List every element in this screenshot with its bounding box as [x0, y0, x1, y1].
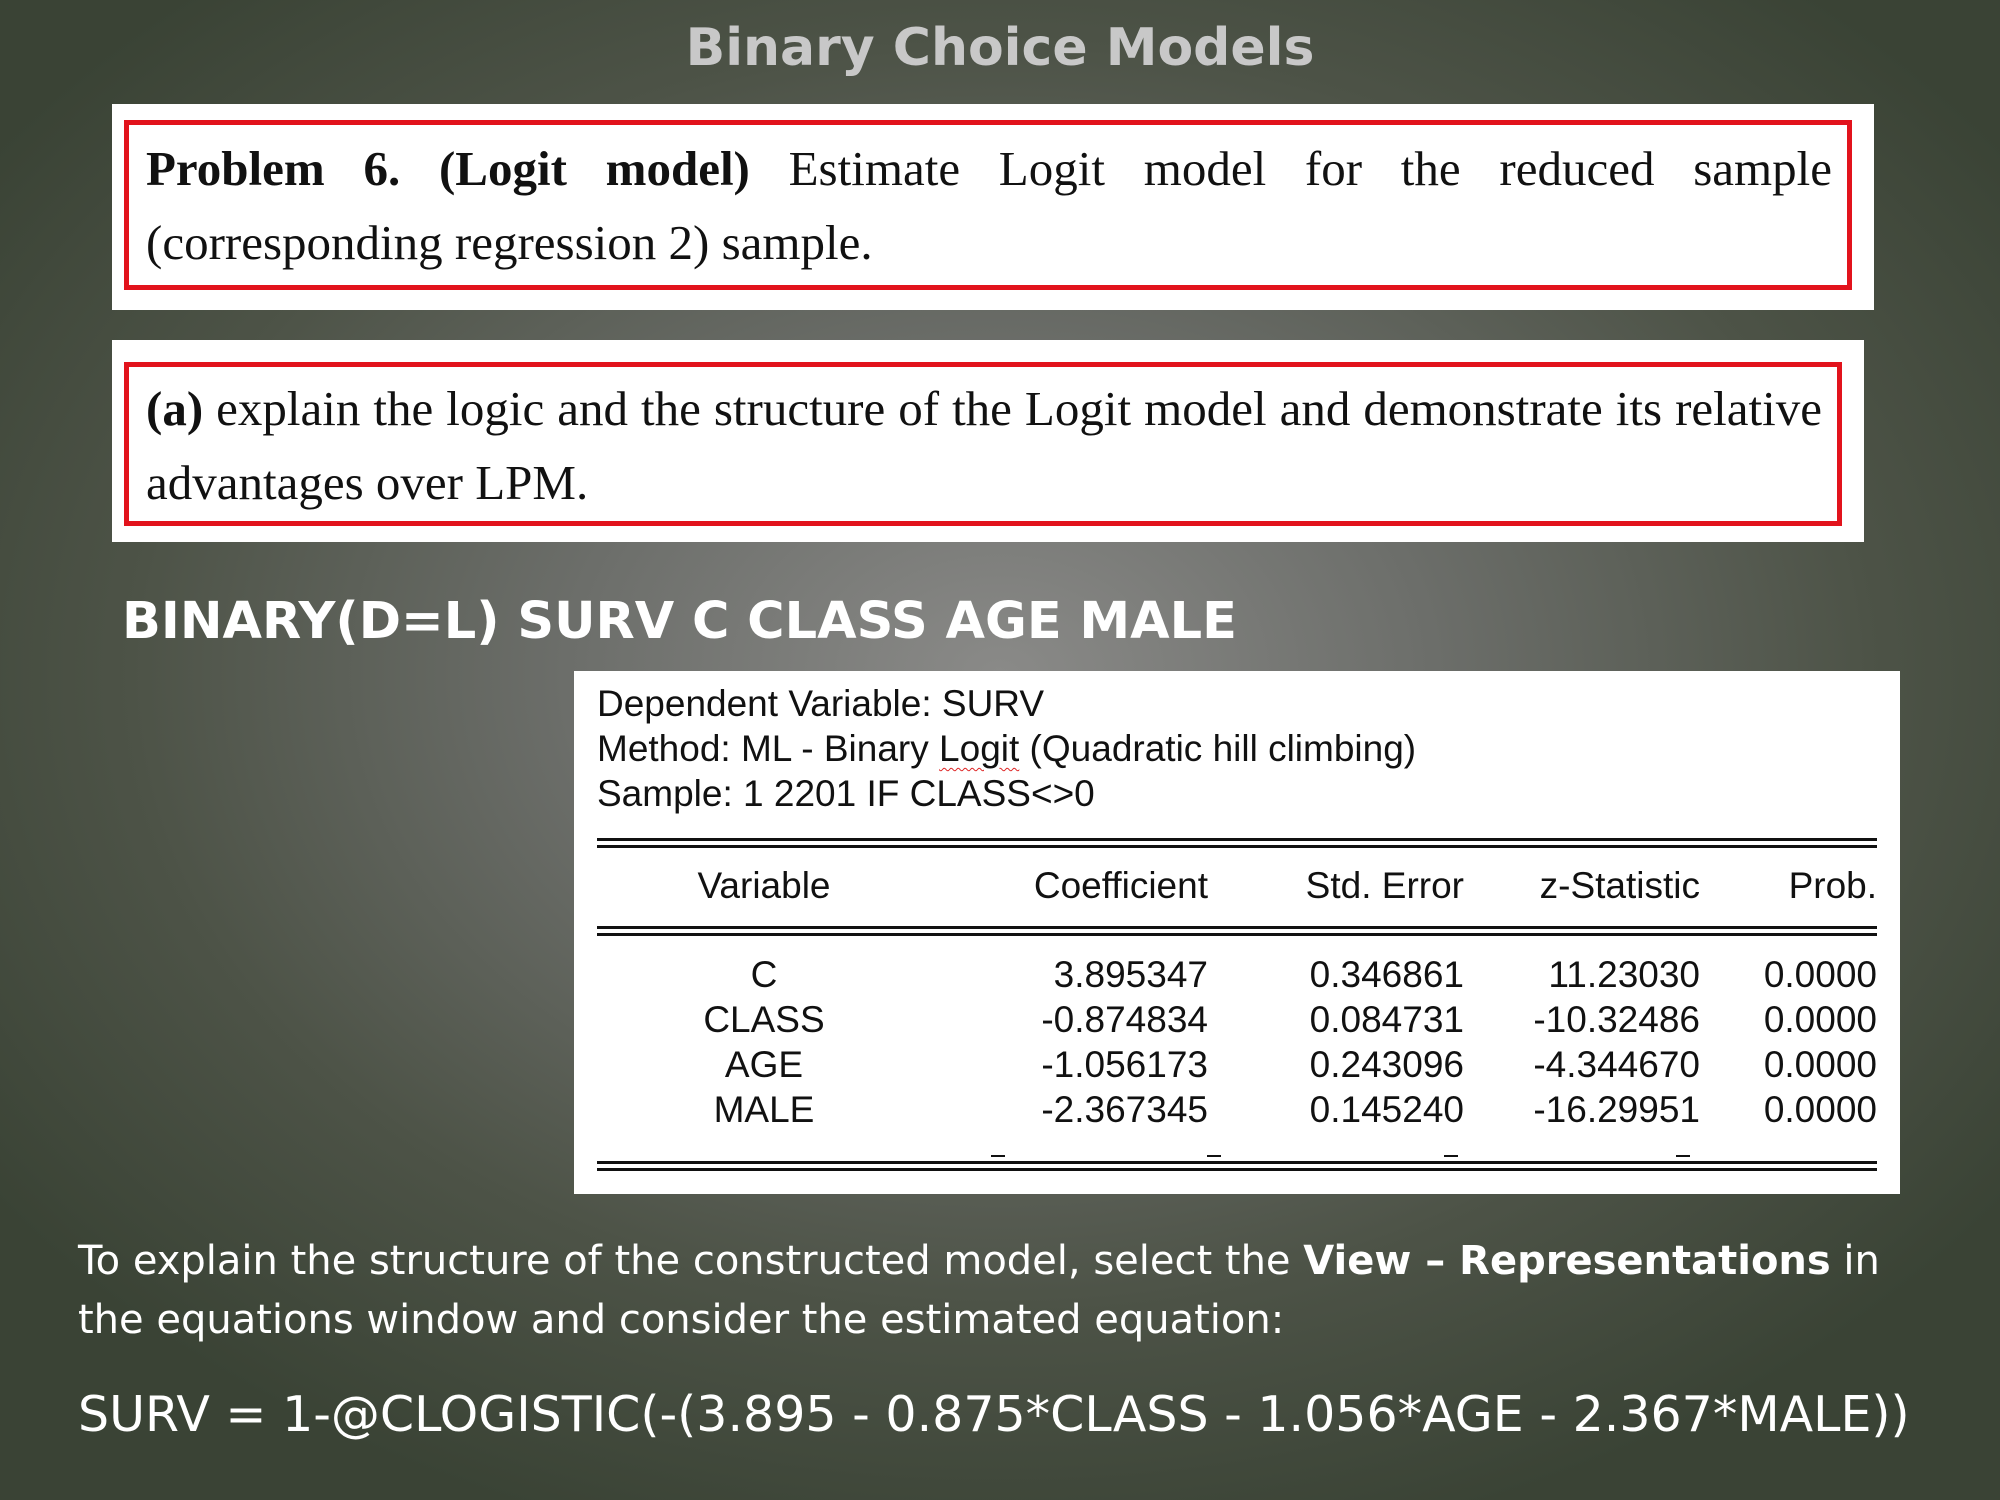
row-coefficient: -0.874834 [1041, 999, 1208, 1040]
estimated-equation: SURV = 1-@CLOGISTIC(-(3.895 - 0.875*CLASS - 1.056*AGE - 2.367*MALE)) [78, 1386, 1910, 1443]
method-line [597, 728, 1416, 770]
column-separator-mark [991, 1155, 1005, 1157]
row-variable: C [750, 954, 778, 995]
header-variable: Variable [697, 865, 831, 906]
row-variable: AGE [724, 1044, 804, 1085]
task-statement [146, 372, 1822, 520]
row-std-error: 0.145240 [1309, 1089, 1464, 1130]
row-z-statistic: 11.23030 [1548, 954, 1700, 995]
row-prob: 0.0000 [1763, 999, 1877, 1040]
header-std-error: Std. Error [1305, 865, 1464, 906]
row-variable: CLASS [703, 999, 825, 1040]
header-coefficient: Coefficient [1033, 865, 1208, 906]
row-std-error: 0.243096 [1309, 1044, 1464, 1085]
problem-body: Estimate Logit model for the reduced sample (corresponding regression 2) sample. [146, 141, 1832, 270]
method-logit: Logit [939, 728, 1020, 769]
row-z-statistic: -10.32486 [1533, 999, 1700, 1040]
table-top-rule-2 [597, 845, 1877, 848]
row-coefficient: -2.367345 [1041, 1089, 1208, 1130]
problem-label: Problem 6. (Logit model) [146, 141, 750, 196]
row-z-statistic: -4.344670 [1533, 1044, 1700, 1085]
slide-title: Binary Choice Models [685, 18, 1315, 78]
column-separator-mark [1676, 1155, 1690, 1157]
table-bottom-rule [597, 1161, 1877, 1164]
explanation-text [78, 1232, 1918, 1350]
task-label: (a) [146, 381, 204, 436]
header-rule [597, 926, 1877, 929]
explanation-after: in the equations window and consider the estimated equation: [78, 1238, 1880, 1343]
explanation-before: To explain the structure of the constructed model, select the [78, 1238, 1304, 1284]
row-z-statistic: -16.29951 [1533, 1089, 1700, 1130]
row-prob: 0.0000 [1763, 1089, 1877, 1130]
sample-line: Sample: 1 2201 IF CLASS<>0 [597, 773, 1095, 814]
header-rule-2 [597, 933, 1877, 936]
estimation-command: BINARY(D=L) SURV C CLASS AGE MALE [122, 592, 1237, 651]
column-separator-mark [1207, 1155, 1221, 1157]
row-coefficient: 3.895347 [1053, 954, 1208, 995]
explanation-menu-path: View – Representations [1303, 1238, 1831, 1284]
dependent-variable-line: Dependent Variable: SURV [597, 683, 1045, 724]
method-prefix: Method: ML - Binary [597, 728, 940, 769]
row-prob: 0.0000 [1763, 954, 1877, 995]
row-variable: MALE [713, 1089, 815, 1130]
table-top-rule [597, 838, 1877, 841]
row-prob: 0.0000 [1763, 1044, 1877, 1085]
table-bottom-rule-2 [597, 1168, 1877, 1171]
row-coefficient: -1.056173 [1041, 1044, 1208, 1085]
header-prob: Prob. [1788, 865, 1877, 906]
row-std-error: 0.084731 [1309, 999, 1464, 1040]
task-card [112, 340, 1864, 542]
column-separator-mark [1444, 1155, 1458, 1157]
problem-card [112, 104, 1874, 310]
row-std-error: 0.346861 [1309, 954, 1464, 995]
estimation-output [574, 671, 1900, 1194]
header-z-statistic: z-Statistic [1539, 865, 1700, 906]
method-suffix: (Quadratic hill climbing) [1019, 728, 1417, 769]
problem-statement [146, 132, 1832, 280]
task-body: explain the logic and the structure of the Logit model and demonstrate its relative advantages over LPM. [146, 381, 1822, 510]
